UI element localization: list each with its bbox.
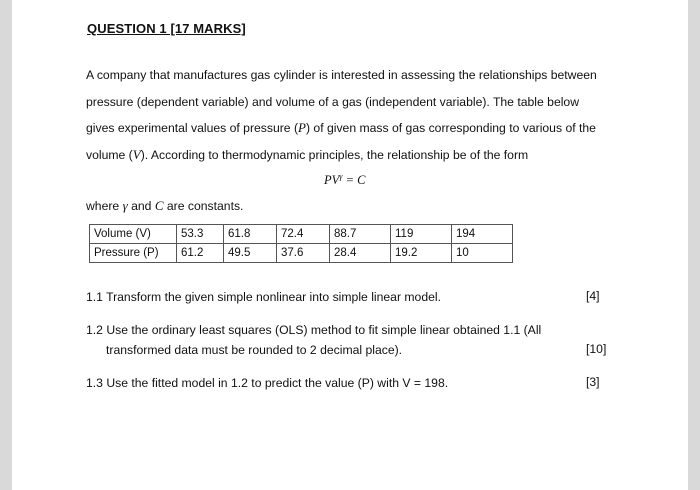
intro-line-4-a: volume ( bbox=[86, 147, 133, 162]
table-cell: 61.2 bbox=[177, 244, 224, 263]
question-1-2-text: 1.2 Use the ordinary least squares (OLS) method to fit simple linear obtained 1.1 (All bbox=[86, 323, 542, 337]
table-cell: 28.4 bbox=[330, 244, 391, 263]
table-row-volume bbox=[90, 225, 513, 244]
table-cell: 61.8 bbox=[224, 225, 277, 244]
equation-exponent: γ bbox=[339, 172, 343, 181]
table-cell: 53.3 bbox=[177, 225, 224, 244]
where-a: where bbox=[86, 199, 123, 213]
question-1-2 bbox=[86, 320, 541, 360]
table-cell: 49.5 bbox=[224, 244, 277, 263]
intro-line-3-b: ) of given mass of gas corresponding to various of the bbox=[305, 121, 596, 135]
where-b: and bbox=[127, 199, 155, 213]
table-row-pressure bbox=[90, 244, 513, 263]
document-page bbox=[12, 0, 688, 490]
table-cell: 119 bbox=[391, 225, 452, 244]
equation-base: PV bbox=[324, 173, 340, 188]
intro-line-4 bbox=[86, 142, 626, 169]
question-1-1-text: 1.1 Transform the given simple nonlinear into simple linear model. bbox=[86, 290, 441, 304]
intro-line-1: A company that manufactures gas cylinder is interested in assessing the relationships between bbox=[86, 68, 597, 82]
question-1-1-marks: [4] bbox=[586, 289, 600, 303]
data-table bbox=[89, 224, 513, 263]
where-c: C bbox=[154, 198, 164, 213]
table-cell: 194 bbox=[452, 225, 513, 244]
table-cell: 37.6 bbox=[277, 244, 330, 263]
right-page-shadow bbox=[688, 0, 700, 490]
table-cell: 19.2 bbox=[391, 244, 452, 263]
table-cell: 10 bbox=[452, 244, 513, 263]
left-page-shadow bbox=[0, 0, 12, 490]
question-1-3-text: 1.3 Use the fitted model in 1.2 to predict the value (P) with V = 198. bbox=[86, 376, 449, 390]
row-header-volume: Volume (V) bbox=[90, 225, 177, 244]
intro-line-3 bbox=[86, 115, 626, 142]
row-header-pressure: Pressure (P) bbox=[90, 244, 177, 263]
intro-line-3-a: gives experimental values of pressure ( bbox=[86, 121, 299, 135]
var-v: V bbox=[132, 146, 141, 162]
where-line bbox=[86, 198, 243, 214]
equation bbox=[324, 172, 365, 188]
table-cell: 88.7 bbox=[330, 225, 391, 244]
where-gamma: γ bbox=[122, 198, 128, 213]
where-d: are constants. bbox=[163, 199, 244, 213]
equation-rhs: = C bbox=[342, 173, 366, 188]
question-title: QUESTION 1 [17 MARKS] bbox=[87, 21, 246, 36]
table-cell: 72.4 bbox=[277, 225, 330, 244]
intro-paragraph bbox=[86, 62, 626, 168]
question-1-1 bbox=[86, 287, 441, 307]
question-1-2-marks: [10] bbox=[586, 342, 607, 356]
question-1-3-marks: [3] bbox=[586, 375, 600, 389]
intro-line-2: pressure (dependent variable) and volume of a gas (independent variable). The table below bbox=[86, 94, 580, 109]
question-1-3 bbox=[86, 373, 448, 393]
question-1-2-text-cont: transformed data must be rounded to 2 decimal place). bbox=[106, 343, 403, 357]
var-p: P bbox=[298, 120, 306, 135]
intro-line-4-b: ). According to thermodynamic principles, the relationship be of the form bbox=[140, 147, 529, 162]
